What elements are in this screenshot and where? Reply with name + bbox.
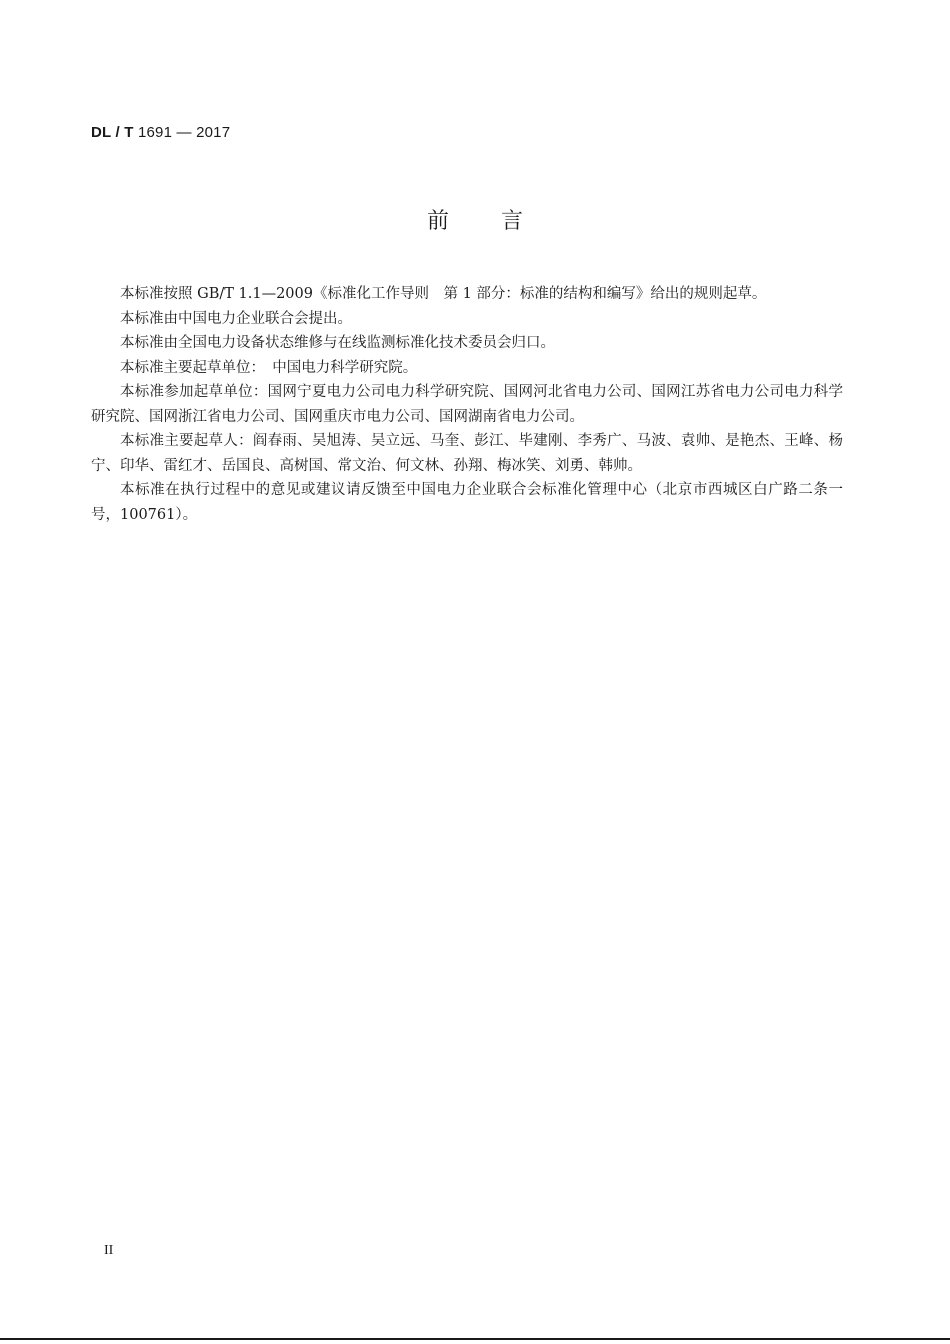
standard-code-prefix: DL / T <box>91 124 134 141</box>
paragraph-managed-by: 本标准由全国电力设备状态维修与在线监测标准化技术委员会归口。 <box>120 335 555 351</box>
standard-code-number: 1691 — 2017 <box>133 124 231 141</box>
foreword-body <box>91 282 843 527</box>
paragraph-drafting-rules: 本标准按照 GB/T 1.1—2009《标准化工作导则 第 1 部分：标准的结构和编写》给出的规则起草。 <box>120 286 767 302</box>
standard-code <box>91 124 230 141</box>
paragraph-proposed-by: 本标准由中国电力企业联合会提出。 <box>120 310 352 327</box>
paragraph-main-drafters: 本标准主要起草人：阎春雨、吴旭涛、吴立远、马奎、彭江、毕建刚、李秀广、马波、袁帅、是艳杰、王峰、杨宁、印华、雷红才、岳国良、高树国、常文治、何文林、孙翔、梅冰笑、刘勇、韩帅。 <box>91 433 843 474</box>
paragraph-participating-units: 本标准参加起草单位：国网宁夏电力公司电力科学研究院、国网河北省电力公司、国网江苏省电力公司电力科学研究院、国网浙江省电力公司、国网重庆市电力公司、国网湖南省电力公司。 <box>91 384 843 425</box>
page-number: II <box>104 1243 114 1258</box>
paragraph-main-drafting-unit: 本标准主要起草单位： 中国电力科学研究院。 <box>120 359 418 376</box>
bottom-rule <box>0 1338 950 1340</box>
paragraph-feedback: 本标准在执行过程中的意见或建议请反馈至中国电力企业联合会标准化管理中心（北京市西城区白广路二条一号，100761）。 <box>91 482 843 523</box>
page-title: 前言 <box>426 209 575 234</box>
